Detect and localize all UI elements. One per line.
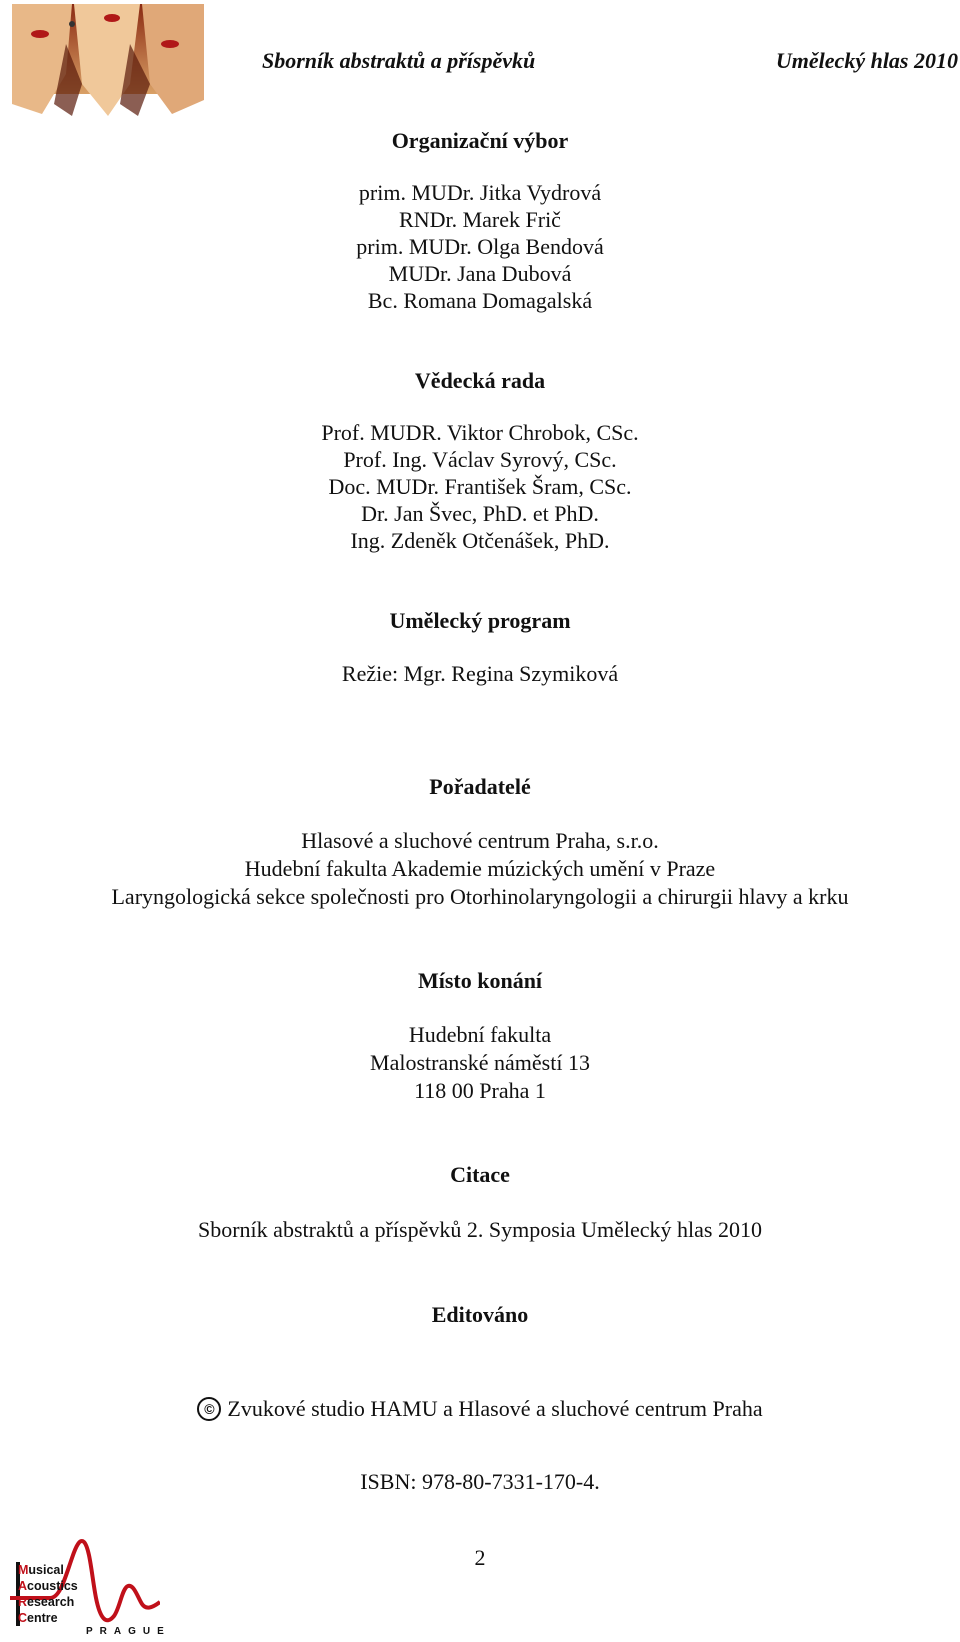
musical-acoustics-research-centre-logo	[10, 1538, 171, 1640]
isbn: ISBN: 978-80-7331-170-4.	[360, 1469, 600, 1494]
organizer-line: Hlasové a sluchové centrum Praha, s.r.o.	[301, 828, 659, 853]
header-title-left: Sborník abstraktů a příspěvků	[262, 48, 536, 73]
logo-city: PRAGUE	[86, 1626, 171, 1637]
header-painting-illustration	[12, 4, 204, 116]
venue-line: Hudební fakulta	[408, 1022, 552, 1047]
art-program-director: Režie: Mgr. Regina Szymiková	[341, 661, 619, 686]
citation-heading: Citace	[450, 1162, 510, 1187]
committee-member: Bc. Romana Domagalská	[367, 288, 593, 313]
board-member: Doc. MUDr. František Šram, CSc.	[328, 474, 632, 499]
copyright-text: Zvukové studio HAMU a Hlasové a sluchové centrum Praha	[227, 1396, 763, 1421]
venue-line: 118 00 Praha 1	[414, 1078, 546, 1103]
edited-heading: Editováno	[431, 1302, 529, 1327]
logo-line-centre: Centre	[18, 1611, 58, 1625]
logo-line-acoustics: Acoustics	[18, 1579, 78, 1593]
page-number: 2	[474, 1545, 486, 1570]
committee-member: MUDr. Jana Dubová	[388, 261, 572, 286]
organizers-heading: Pořadatelé	[429, 774, 531, 799]
header-title-right: Umělecký hlas 2010	[775, 48, 958, 73]
committee-member: RNDr. Marek Frič	[399, 207, 561, 232]
logo-line-research: Research	[18, 1595, 75, 1609]
scientific-board-heading: Vědecká rada	[414, 368, 546, 393]
logo-line-musical: Musical	[18, 1563, 64, 1577]
art-program-heading: Umělecký program	[389, 608, 571, 633]
organizing-committee-heading: Organizační výbor	[391, 128, 569, 153]
board-member: Prof. MUDR. Viktor Chrobok, CSc.	[321, 420, 639, 445]
organizer-line: Laryngologická sekce společnosti pro Otorhinolaryngologii a chirurgii hlavy a krku	[111, 884, 849, 909]
board-member: Ing. Zdeněk Otčenášek, PhD.	[350, 528, 610, 553]
organizer-line: Hudební fakulta Akademie múzických umění v Praze	[244, 856, 716, 881]
board-member: Prof. Ing. Václav Syrový, CSc.	[343, 447, 617, 472]
venue-line: Malostranské náměstí 13	[370, 1050, 590, 1075]
copyright-line	[0, 1396, 960, 1422]
copyright-icon: ©	[197, 1397, 221, 1421]
board-member: Dr. Jan Švec, PhD. et PhD.	[361, 501, 599, 526]
committee-member: prim. MUDr. Jitka Vydrová	[358, 180, 602, 205]
committee-member: prim. MUDr. Olga Bendová	[356, 234, 604, 259]
venue-heading: Místo konání	[417, 968, 543, 993]
citation-text: Sborník abstraktů a příspěvků 2. Symposia Umělecký hlas 2010	[198, 1217, 762, 1242]
